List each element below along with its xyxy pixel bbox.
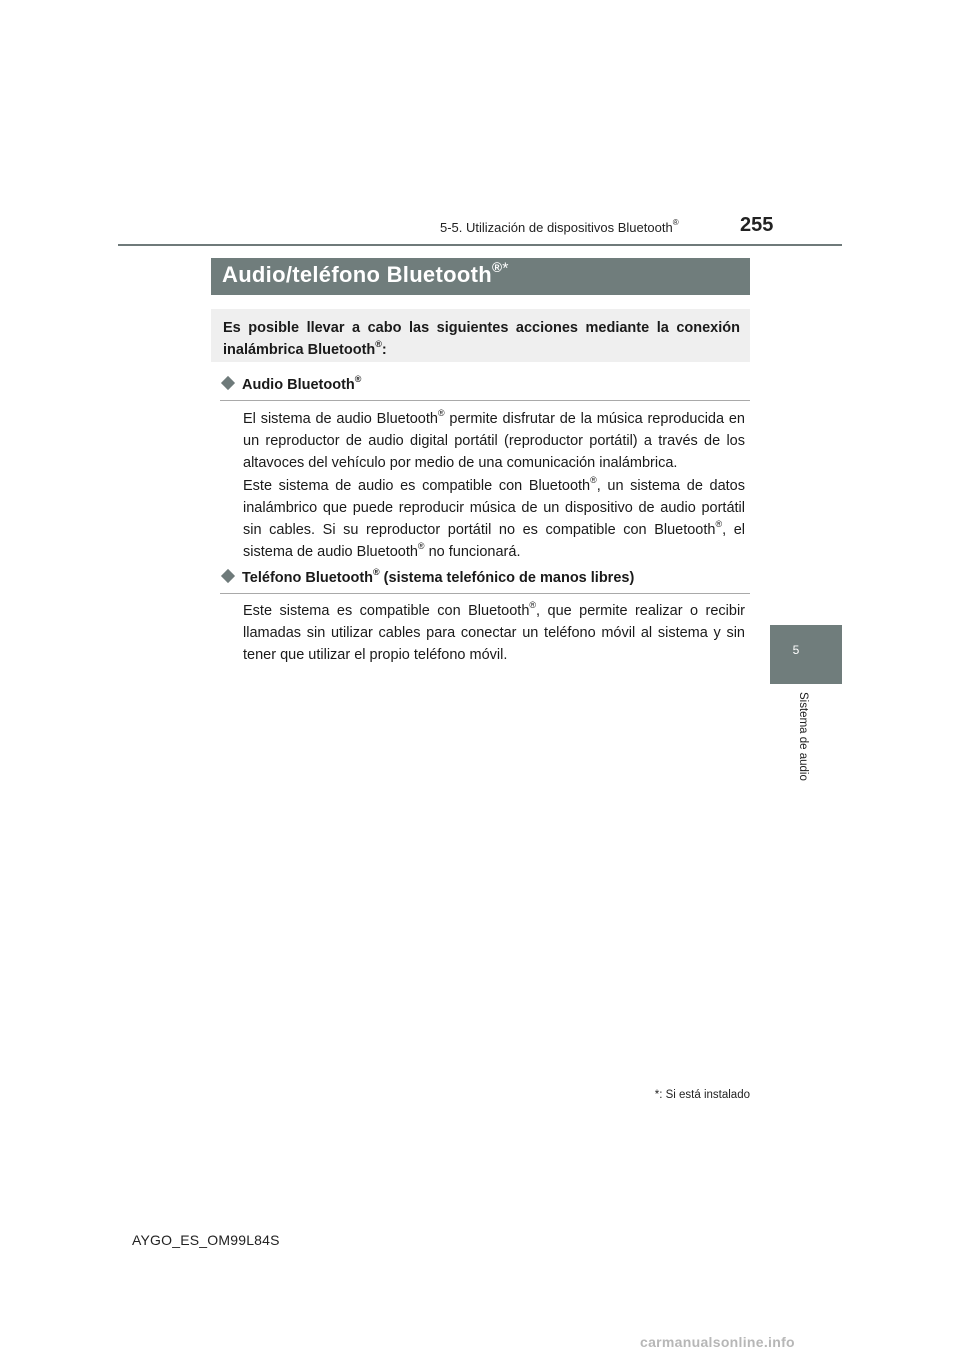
- registered-mark: ®: [672, 218, 679, 228]
- registered-mark: ®: [590, 474, 597, 485]
- paragraph-phone-1: [243, 600, 745, 666]
- registered-mark: ®: [373, 566, 380, 577]
- intro-text: Es posible llevar a cabo las siguientes acciones mediante la conexión inalámbrica Bluetooth: [223, 320, 740, 358]
- watermark: carmanualsonline.info: [640, 1334, 795, 1350]
- registered-mark: ®: [529, 599, 537, 610]
- text-run: , un sistema de datos inalámbrico que puede reproducir música de un dispositivo de audio portátil sin cables. Si su reproductor portátil no es compatible con Bluetooth: [243, 478, 745, 538]
- text-run: permite disfrutar de la música reproducida en un reproductor de audio digital portátil (reproductor portátil) a través de los altavoces del vehículo por medio de una comunicación inalámbrica.: [243, 411, 745, 471]
- registered-mark: ®: [354, 373, 362, 384]
- footnote-text: : Si está instalado: [659, 1089, 750, 1101]
- paragraph-audio-1: [243, 408, 745, 474]
- page-number: 255: [740, 214, 774, 236]
- registered-mark: ®: [375, 338, 382, 349]
- registered-mark: ®: [437, 407, 445, 418]
- footnote: [620, 1089, 750, 1101]
- section-title: 5-5. Utilización de dispositivos Bluetooth: [440, 220, 673, 235]
- text-run: , que permite realizar o recibir llamadas sin utilizar cables para conectar un teléfono móvil al sistema y sin tener que utilizar el propio teléfono móvil.: [243, 603, 745, 663]
- intro-box: [211, 309, 750, 362]
- text-run: El sistema de audio Bluetooth: [243, 411, 438, 427]
- section-heading-phone: [220, 566, 750, 594]
- registered-mark: ®: [417, 540, 425, 551]
- section-heading-phone-text: Teléfono Bluetooth: [242, 570, 374, 586]
- asterisk-mark: *: [654, 1089, 660, 1101]
- page-title: [211, 258, 750, 295]
- document-code: AYGO_ES_OM99L84S: [132, 1232, 280, 1248]
- intro-colon: :: [381, 342, 387, 358]
- page-title-text: Audio/teléfono Bluetooth: [222, 262, 492, 287]
- diamond-bullet-icon: [221, 376, 235, 390]
- text-run: Este sistema de audio es compatible con Bluetooth: [243, 478, 591, 494]
- text-run: no funcionará.: [424, 544, 521, 560]
- section-heading-audio-text: Audio Bluetooth: [242, 377, 355, 393]
- running-header-section: [440, 220, 679, 235]
- chapter-label: Sistema de audio: [797, 692, 809, 781]
- diamond-bullet-icon: [221, 569, 235, 583]
- section-heading-audio: [220, 373, 750, 401]
- paragraph-audio-2: [243, 475, 745, 563]
- chapter-number: 5: [792, 643, 800, 657]
- text-run: , el sistema de audio Bluetooth: [243, 522, 745, 560]
- section-heading-phone-subtitle: (sistema telefónico de manos libres): [379, 570, 635, 586]
- registered-mark: ®: [715, 518, 723, 529]
- asterisk-mark: *: [502, 260, 509, 278]
- registered-mark: ®: [491, 259, 503, 275]
- text-run: Este sistema es compatible con Bluetooth: [243, 603, 530, 619]
- header-divider: [118, 244, 842, 246]
